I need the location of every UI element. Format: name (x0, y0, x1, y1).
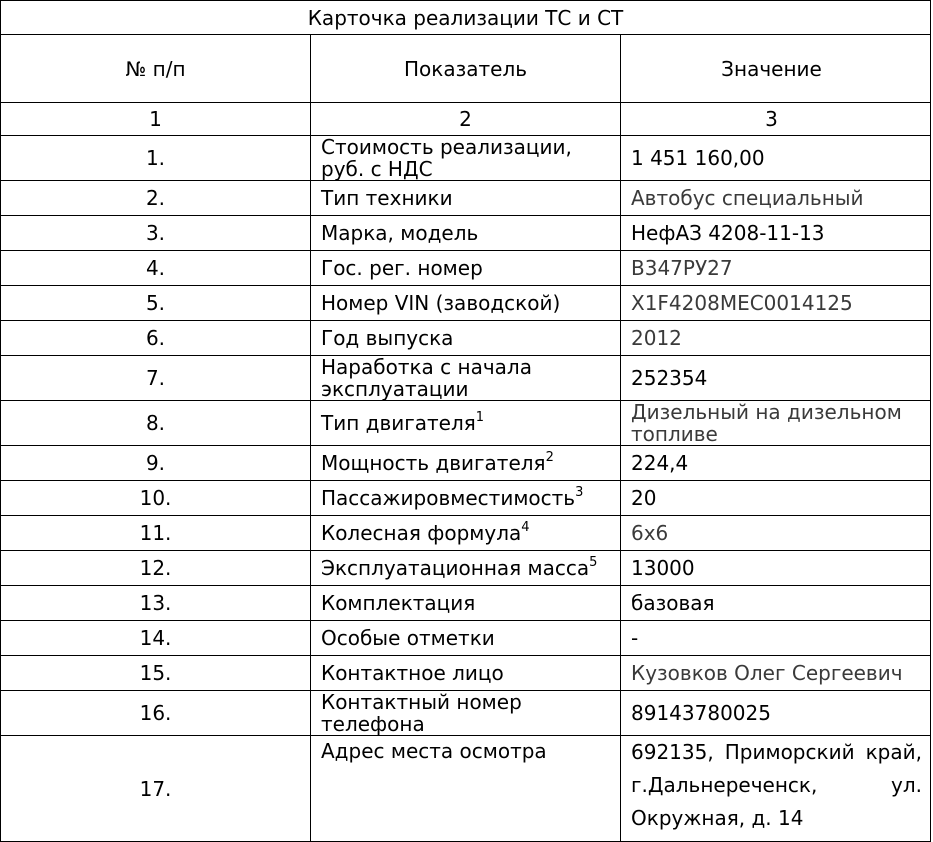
row-number: 3. (1, 216, 311, 251)
table-row (1, 736, 931, 842)
row-value: 6х6 (621, 516, 931, 551)
row-value: базовая (621, 586, 931, 621)
row-number: 6. (1, 321, 311, 356)
row-label: Мощность двигателя$^2$ (311, 446, 621, 481)
footnote-mark: 2 (545, 450, 554, 465)
row-label: Особые отметки (311, 621, 621, 656)
row-label: Наработка с начала эксплуатации (311, 356, 621, 401)
header-row (1, 35, 931, 103)
row-value: 252354 (621, 356, 931, 401)
row-label: Эксплуатационная масса$^5$ (311, 551, 621, 586)
table-row (1, 321, 931, 356)
row-number: 10. (1, 481, 311, 516)
row-value: 692135, Приморский край, г.Дальнереченск, ул. Окружная, д. 14 (621, 736, 931, 842)
table-row (1, 656, 931, 691)
row-number: 15. (1, 656, 311, 691)
row-value: НефАЗ 4208-11-13 (621, 216, 931, 251)
table-row (1, 586, 931, 621)
header-value: Значение (621, 35, 931, 103)
row-number: 2. (1, 181, 311, 216)
row-label: Марка, модель (311, 216, 621, 251)
table-row (1, 481, 931, 516)
table-row (1, 356, 931, 401)
row-label: Пассажировместимость$^3$ (311, 481, 621, 516)
row-value: Кузовков Олег Сергеевич (621, 656, 931, 691)
row-label: Тип техники (311, 181, 621, 216)
row-value: 13000 (621, 551, 931, 586)
row-value: Дизельный на дизельном топливе (621, 401, 931, 446)
row-number: 16. (1, 691, 311, 736)
card-title: Карточка реализации ТС и СТ (1, 1, 931, 35)
row-number: 1. (1, 136, 311, 181)
table-row (1, 251, 931, 286)
table-row (1, 136, 931, 181)
table-row (1, 621, 931, 656)
row-label: Гос. рег. номер (311, 251, 621, 286)
row-label: Комплектация (311, 586, 621, 621)
column-number-1: 1 (1, 103, 311, 136)
row-number: 7. (1, 356, 311, 401)
row-label: Контактное лицо (311, 656, 621, 691)
row-value: 1 451 160,00 (621, 136, 931, 181)
row-value: 2012 (621, 321, 931, 356)
row-number: 14. (1, 621, 311, 656)
row-label: Адрес места осмотра (311, 736, 621, 842)
table-row (1, 216, 931, 251)
table-row (1, 516, 931, 551)
title-row (1, 1, 931, 35)
row-label: Контактный номер телефона (311, 691, 621, 736)
table-row (1, 446, 931, 481)
row-number: 4. (1, 251, 311, 286)
table-row (1, 401, 931, 446)
row-value: 20 (621, 481, 931, 516)
column-number-3: 3 (621, 103, 931, 136)
footnote-mark: 4 (521, 520, 530, 535)
row-number: 17. (1, 736, 311, 842)
column-numbers-row (1, 103, 931, 136)
footnote-mark: 1 (475, 410, 485, 425)
row-number: 5. (1, 286, 311, 321)
row-value: Автобус специальный (621, 181, 931, 216)
row-value: - (621, 621, 931, 656)
row-value: В347РУ27 (621, 251, 931, 286)
table-row (1, 691, 931, 736)
row-value: 224,4 (621, 446, 931, 481)
row-label: Колесная формула$^4$ (311, 516, 621, 551)
row-value: 89143780025 (621, 691, 931, 736)
table-row (1, 286, 931, 321)
row-label: Номер VIN (заводской) (311, 286, 621, 321)
row-number: 11. (1, 516, 311, 551)
column-number-2: 2 (311, 103, 621, 136)
row-number: 13. (1, 586, 311, 621)
header-num: № п/п (1, 35, 311, 103)
footnote-mark: 5 (589, 555, 598, 570)
row-number: 8. (1, 401, 311, 446)
row-number: 12. (1, 551, 311, 586)
row-value: X1F4208MEC0014125 (621, 286, 931, 321)
header-indicator: Показатель (311, 35, 621, 103)
table-row (1, 181, 931, 216)
row-label: Тип двигателя$^1$ (311, 401, 621, 446)
table-row (1, 551, 931, 586)
row-label: Год выпуска (311, 321, 621, 356)
row-number: 9. (1, 446, 311, 481)
row-label: Стоимость реализации, руб. с НДС (311, 136, 621, 181)
footnote-mark: 3 (575, 485, 584, 500)
